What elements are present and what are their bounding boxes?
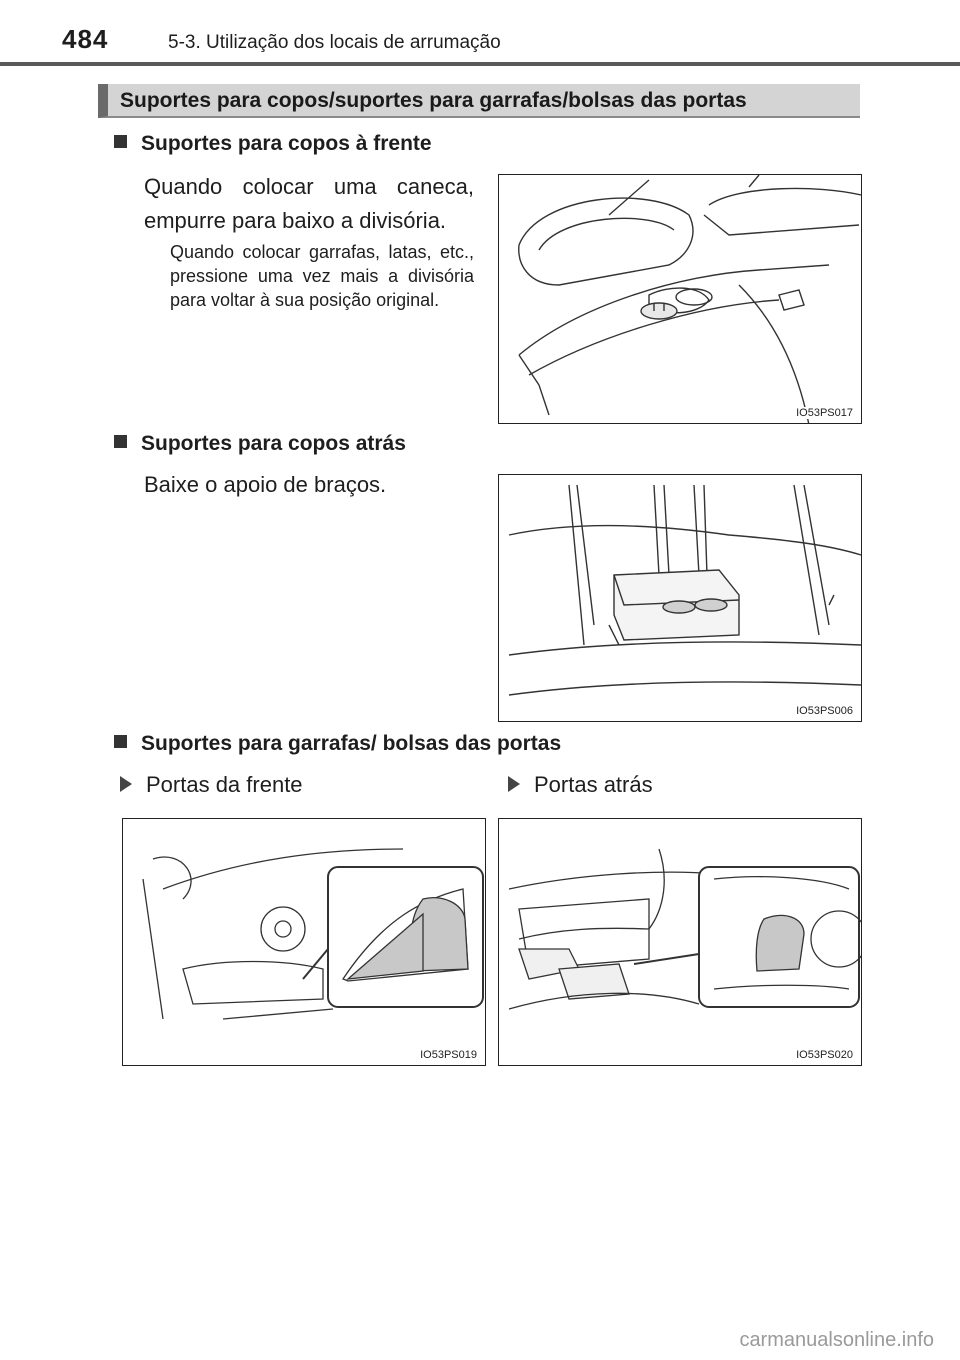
subheading-text: Suportes para copos à frente <box>141 132 432 155</box>
front-cup-holders-note: Quando colocar garrafas, latas, etc., pressione uma vez mais a divisória para voltar à sua posição original. <box>170 242 474 310</box>
front-cup-holders-instruction: Quando colocar uma caneca, empurre para baixo a divisória. <box>144 174 474 233</box>
rear-cup-holder-illustration <box>499 475 862 722</box>
triangle-bullet-icon <box>120 776 132 792</box>
figure-code: IO53PS019 <box>420 1049 477 1061</box>
square-bullet-icon <box>114 735 127 748</box>
figure-code: IO53PS006 <box>796 705 853 717</box>
figure-rear-door-holder <box>498 818 862 1066</box>
subheading-text: Suportes para garrafas/ bolsas das portas <box>141 732 562 755</box>
rear-door-holder-illustration <box>499 819 862 1066</box>
label-text: Portas da frente <box>146 772 303 797</box>
running-header: 5-3. Utilização dos locais de arrumação <box>168 32 501 53</box>
figure-front-door-holder <box>122 818 486 1066</box>
figure-rear-cup-holder <box>498 474 862 722</box>
figure-code: IO53PS017 <box>796 407 853 419</box>
square-bullet-icon <box>114 435 127 448</box>
square-bullet-icon <box>114 135 127 148</box>
triangle-bullet-icon <box>508 776 520 792</box>
subheading-front-cup-holders <box>114 132 432 156</box>
subheading-rear-cup-holders <box>114 432 406 456</box>
subheading-door-bottle-holders <box>114 732 561 756</box>
label-rear-doors <box>508 772 653 798</box>
section-title: Suportes para copos/suportes para garrafas/bolsas das portas <box>120 89 747 112</box>
label-text: Portas atrás <box>534 772 653 797</box>
label-front-doors <box>120 772 303 798</box>
watermark: carmanualsonline.info <box>739 1329 934 1351</box>
section-title-bar <box>98 84 860 118</box>
front-cup-holder-illustration <box>499 175 862 424</box>
figure-code: IO53PS020 <box>796 1049 853 1061</box>
header-rule <box>0 62 960 66</box>
figure-front-cup-holder <box>498 174 862 424</box>
front-door-holder-illustration <box>123 819 486 1066</box>
rear-cup-holders-instruction: Baixe o apoio de braços. <box>144 472 387 497</box>
subheading-text: Suportes para copos atrás <box>141 432 406 455</box>
page-number: 484 <box>62 24 109 54</box>
